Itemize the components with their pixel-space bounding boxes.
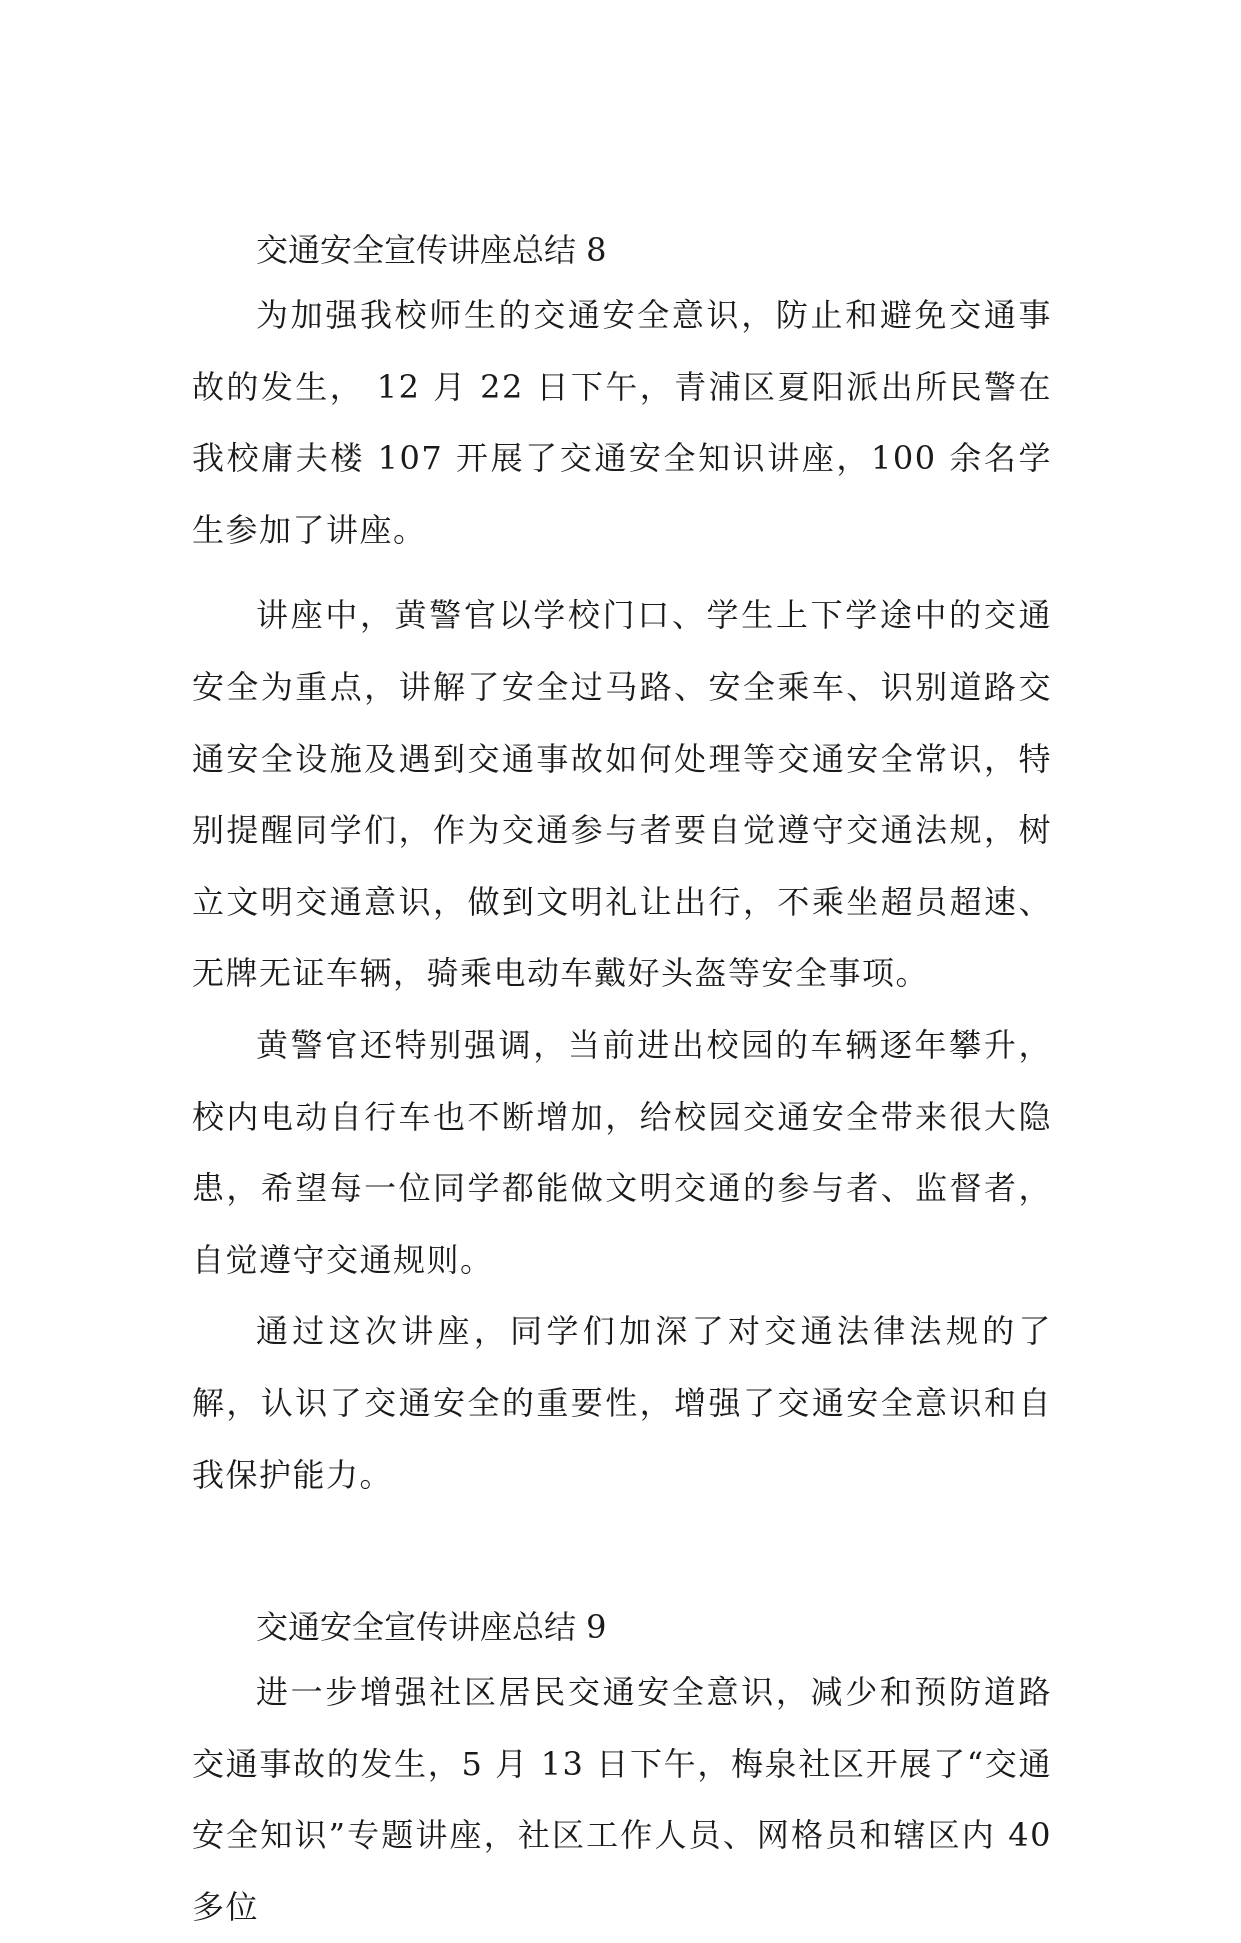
document-body xyxy=(192,220,1052,1943)
section-title-8: 交通安全宣传讲座总结 8 xyxy=(256,231,607,269)
paragraph: 讲座中，黄警官以学校门口、学生上下学途中的交通安全为重点，讲解了安全过马路、安全乘车、识别道路交通安全设施及遇到交通事故如何处理等交通安全常识，特别提醒同学们，作为交通参与者要自觉遵守交通法规，树立文明交通意识，做到文明礼让出行，不乘坐超员超速、无牌无证车辆，骑乘电动车戴好头盔等安全事项。 xyxy=(192,596,1052,993)
paragraph: 为加强我校师生的交通安全意识，防止和避免交通事故的发生， 12 月 22 日下午，青浦区夏阳派出所民警在我校庸夫楼 107 开展了交通安全知识讲座，100 余名学生参加了讲座。 xyxy=(192,296,1052,549)
paragraph: 进一步增强社区居民交通安全意识，减少和预防道路交通事故的发生，5 月 13 日下午，梅泉社区开展了“交通安全知识”专题讲座，社区工作人员、网格员和辖区内 40 多位 xyxy=(192,1673,1052,1926)
paragraph: 通过这次讲座，同学们加深了对交通法律法规的了解，认识了交通安全的重要性，增强了交通安全意识和自我保护能力。 xyxy=(192,1312,1052,1494)
section-title-9: 交通安全宣传讲座总结 9 xyxy=(256,1608,607,1647)
paragraph: 黄警官还特别强调，当前进出校园的车辆逐年攀升，校内电动自行车也不断增加，给校园交通安全带来很大隐患，希望每一位同学都能做文明交通的参与者、监督者，自觉遵守交通规则。 xyxy=(192,1025,1052,1279)
